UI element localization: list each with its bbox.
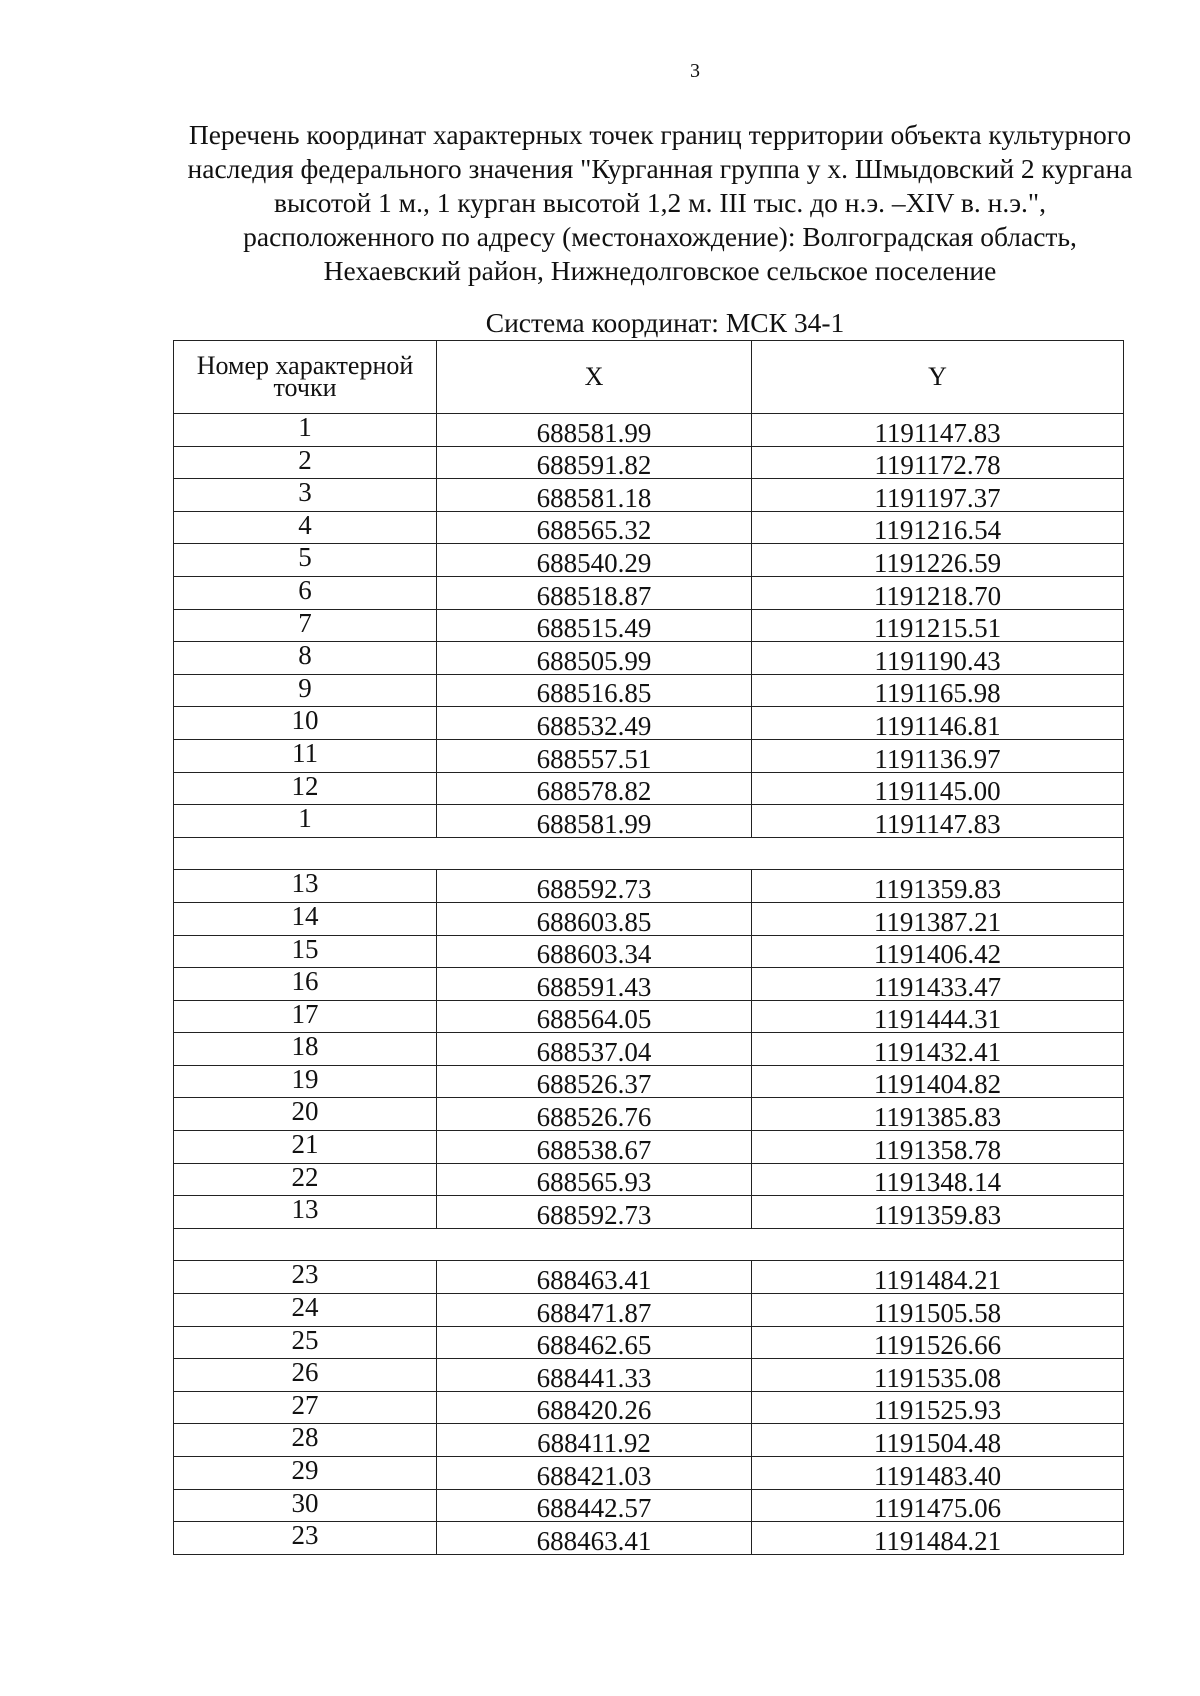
y-coordinate-cell: 1191197.37 — [752, 479, 1124, 512]
table-row — [174, 414, 1124, 447]
point-number-cell: 20 — [174, 1098, 437, 1131]
y-coordinate-cell: 1191432.41 — [752, 1033, 1124, 1066]
table-row — [174, 1359, 1124, 1392]
point-number-cell: 5 — [174, 544, 437, 577]
y-coordinate-cell: 1191535.08 — [752, 1359, 1124, 1392]
coordinates-table — [173, 340, 1124, 1555]
x-coordinate-cell: 688581.18 — [437, 479, 752, 512]
x-coordinate-cell: 688537.04 — [437, 1033, 752, 1066]
x-coordinate-cell: 688420.26 — [437, 1391, 752, 1424]
y-coordinate-cell: 1191433.47 — [752, 968, 1124, 1001]
y-coordinate-cell: 1191359.83 — [752, 870, 1124, 903]
group-separator-row — [174, 1228, 1124, 1261]
table-row — [174, 707, 1124, 740]
point-number-cell: 21 — [174, 1131, 437, 1164]
table-row — [174, 935, 1124, 968]
y-coordinate-cell: 1191404.82 — [752, 1065, 1124, 1098]
point-number-cell: 4 — [174, 511, 437, 544]
table-row — [174, 1391, 1124, 1424]
table-row — [174, 511, 1124, 544]
x-coordinate-cell: 688515.49 — [437, 609, 752, 642]
y-coordinate-cell: 1191190.43 — [752, 642, 1124, 675]
x-coordinate-cell: 688540.29 — [437, 544, 752, 577]
point-number-cell: 29 — [174, 1457, 437, 1490]
table-row — [174, 1065, 1124, 1098]
x-coordinate-cell: 688421.03 — [437, 1457, 752, 1490]
y-coordinate-cell: 1191387.21 — [752, 902, 1124, 935]
title-line: наследия федерального значения "Курганная группа у х. Шмыдовский 2 кургана — [187, 153, 1133, 184]
x-coordinate-cell: 688603.34 — [437, 935, 752, 968]
table-row — [174, 1294, 1124, 1327]
x-coordinate-cell: 688526.76 — [437, 1098, 752, 1131]
x-coordinate-cell: 688462.65 — [437, 1326, 752, 1359]
y-coordinate-cell: 1191226.59 — [752, 544, 1124, 577]
x-coordinate-cell: 688518.87 — [437, 576, 752, 609]
x-coordinate-cell: 688591.43 — [437, 968, 752, 1001]
point-number-cell: 1 — [174, 414, 437, 447]
table-row — [174, 739, 1124, 772]
page-number: 3 — [690, 60, 700, 82]
x-coordinate-cell: 688565.93 — [437, 1163, 752, 1196]
point-number-cell: 2 — [174, 446, 437, 479]
point-number-cell: 8 — [174, 642, 437, 675]
x-coordinate-cell: 688471.87 — [437, 1294, 752, 1327]
table-row — [174, 870, 1124, 903]
point-number-cell: 3 — [174, 479, 437, 512]
table-row — [174, 1522, 1124, 1555]
point-number-cell: 26 — [174, 1359, 437, 1392]
x-coordinate-cell: 688411.92 — [437, 1424, 752, 1457]
x-coordinate-cell: 688532.49 — [437, 707, 752, 740]
table-row — [174, 968, 1124, 1001]
x-coordinate-cell: 688591.82 — [437, 446, 752, 479]
y-coordinate-cell: 1191147.83 — [752, 805, 1124, 838]
header-x: X — [437, 341, 752, 414]
table-row — [174, 674, 1124, 707]
x-coordinate-cell: 688592.73 — [437, 870, 752, 903]
table-header-row — [174, 341, 1124, 414]
x-coordinate-cell: 688463.41 — [437, 1522, 752, 1555]
y-coordinate-cell: 1191526.66 — [752, 1326, 1124, 1359]
separator-cell — [174, 837, 1124, 870]
table-row — [174, 446, 1124, 479]
point-number-cell: 17 — [174, 1000, 437, 1033]
y-coordinate-cell: 1191484.21 — [752, 1261, 1124, 1294]
table-row — [174, 642, 1124, 675]
point-number-cell: 19 — [174, 1065, 437, 1098]
x-coordinate-cell: 688603.85 — [437, 902, 752, 935]
table-row — [174, 479, 1124, 512]
x-coordinate-cell: 688581.99 — [437, 414, 752, 447]
x-coordinate-cell: 688463.41 — [437, 1261, 752, 1294]
point-number-cell: 30 — [174, 1489, 437, 1522]
point-number-cell: 13 — [174, 870, 437, 903]
title-line: высотой 1 м., 1 курган высотой 1,2 м. III тыс. до н.э. –XIV в. н.э.", — [273, 187, 1046, 218]
table-row — [174, 1033, 1124, 1066]
point-number-cell: 15 — [174, 935, 437, 968]
x-coordinate-cell: 688526.37 — [437, 1065, 752, 1098]
point-number-cell: 9 — [174, 674, 437, 707]
title-line: Перечень координат характерных точек границ территории объекта культурного — [188, 119, 1132, 150]
point-number-cell: 11 — [174, 739, 437, 772]
header-y: Y — [752, 341, 1124, 414]
y-coordinate-cell: 1191172.78 — [752, 446, 1124, 479]
y-coordinate-cell: 1191358.78 — [752, 1131, 1124, 1164]
table-row — [174, 1000, 1124, 1033]
point-number-cell: 28 — [174, 1424, 437, 1457]
x-coordinate-cell: 688565.32 — [437, 511, 752, 544]
x-coordinate-cell: 688578.82 — [437, 772, 752, 805]
table-row — [174, 544, 1124, 577]
table-row — [174, 576, 1124, 609]
x-coordinate-cell: 688516.85 — [437, 674, 752, 707]
table-row — [174, 772, 1124, 805]
table-row — [174, 1196, 1124, 1229]
y-coordinate-cell: 1191483.40 — [752, 1457, 1124, 1490]
point-number-cell: 1 — [174, 805, 437, 838]
group-separator-row — [174, 837, 1124, 870]
y-coordinate-cell: 1191136.97 — [752, 739, 1124, 772]
y-coordinate-cell: 1191484.21 — [752, 1522, 1124, 1555]
table-row — [174, 1261, 1124, 1294]
x-coordinate-cell: 688557.51 — [437, 739, 752, 772]
y-coordinate-cell: 1191475.06 — [752, 1489, 1124, 1522]
y-coordinate-cell: 1191218.70 — [752, 576, 1124, 609]
y-coordinate-cell: 1191444.31 — [752, 1000, 1124, 1033]
point-number-cell: 14 — [174, 902, 437, 935]
y-coordinate-cell: 1191147.83 — [752, 414, 1124, 447]
x-coordinate-cell: 688442.57 — [437, 1489, 752, 1522]
y-coordinate-cell: 1191505.58 — [752, 1294, 1124, 1327]
table-row — [174, 902, 1124, 935]
table-row — [174, 1163, 1124, 1196]
point-number-cell: 27 — [174, 1391, 437, 1424]
header-point-number: Номер характерной точки — [174, 341, 437, 414]
point-number-cell: 22 — [174, 1163, 437, 1196]
point-number-cell: 24 — [174, 1294, 437, 1327]
table-row — [174, 1457, 1124, 1490]
y-coordinate-cell: 1191525.93 — [752, 1391, 1124, 1424]
point-number-cell: 12 — [174, 772, 437, 805]
y-coordinate-cell: 1191216.54 — [752, 511, 1124, 544]
document-title — [165, 118, 1155, 288]
x-coordinate-cell: 688538.67 — [437, 1131, 752, 1164]
y-coordinate-cell: 1191385.83 — [752, 1098, 1124, 1131]
y-coordinate-cell: 1191359.83 — [752, 1196, 1124, 1229]
point-number-cell: 23 — [174, 1522, 437, 1555]
x-coordinate-cell: 688505.99 — [437, 642, 752, 675]
y-coordinate-cell: 1191406.42 — [752, 935, 1124, 968]
y-coordinate-cell: 1191348.14 — [752, 1163, 1124, 1196]
title-line: расположенного по адресу (местонахождение): Волгоградская область, — [243, 221, 1077, 252]
x-coordinate-cell: 688564.05 — [437, 1000, 752, 1033]
y-coordinate-cell: 1191145.00 — [752, 772, 1124, 805]
point-number-cell: 13 — [174, 1196, 437, 1229]
table-row — [174, 1131, 1124, 1164]
y-coordinate-cell: 1191165.98 — [752, 674, 1124, 707]
x-coordinate-cell: 688441.33 — [437, 1359, 752, 1392]
table-row — [174, 805, 1124, 838]
table-row — [174, 1098, 1124, 1131]
point-number-cell: 7 — [174, 609, 437, 642]
point-number-cell: 6 — [174, 576, 437, 609]
table-row — [174, 609, 1124, 642]
table-body — [174, 414, 1124, 1555]
x-coordinate-cell: 688581.99 — [437, 805, 752, 838]
x-coordinate-cell: 688592.73 — [437, 1196, 752, 1229]
table-row — [174, 1424, 1124, 1457]
coordinate-system-caption: Система координат: МСК 34-1 — [485, 307, 845, 338]
title-line: Нехаевский район, Нижнедолговское сельское поселение — [323, 255, 997, 286]
point-number-cell: 10 — [174, 707, 437, 740]
y-coordinate-cell: 1191504.48 — [752, 1424, 1124, 1457]
point-number-cell: 16 — [174, 968, 437, 1001]
point-number-cell: 18 — [174, 1033, 437, 1066]
separator-cell — [174, 1228, 1124, 1261]
y-coordinate-cell: 1191146.81 — [752, 707, 1124, 740]
y-coordinate-cell: 1191215.51 — [752, 609, 1124, 642]
table-row — [174, 1489, 1124, 1522]
point-number-cell: 25 — [174, 1326, 437, 1359]
table-row — [174, 1326, 1124, 1359]
point-number-cell: 23 — [174, 1261, 437, 1294]
